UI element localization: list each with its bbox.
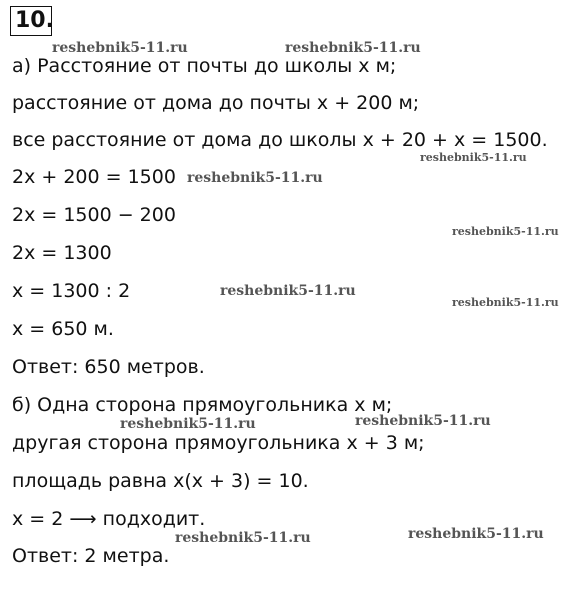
solution-line-5: 2x = 1500 − 200: [12, 204, 176, 226]
solution-line-7: x = 1300 : 2: [12, 280, 131, 302]
solution-line-11: площадь равна x(x + 3) = 10.: [12, 470, 309, 492]
solution-line-3: все расстояние от дома до школы x + 20 + x = 1500.: [12, 129, 548, 151]
watermark: reshebnik5-11.ru: [452, 225, 559, 238]
watermark: reshebnik5-11.ru: [52, 40, 188, 56]
solution-line-4: 2x + 200 = 1500: [12, 166, 176, 188]
solution-line-10: другая сторона прямоугольника x + 3 м;: [12, 432, 425, 454]
solution-line-1: а) Расстояние от почты до школы x м;: [12, 55, 397, 77]
answer-line-a: Ответ: 650 метров.: [12, 356, 205, 378]
watermark: reshebnik5-11.ru: [420, 151, 527, 164]
watermark: reshebnik5-11.ru: [408, 526, 544, 542]
problem-number: 10.: [15, 8, 54, 33]
solution-line-9: б) Одна сторона прямоугольника x м;: [12, 394, 393, 416]
watermark: reshebnik5-11.ru: [175, 530, 311, 546]
watermark: reshebnik5-11.ru: [355, 413, 491, 429]
solution-line-6: 2x = 1300: [12, 242, 112, 264]
watermark: reshebnik5-11.ru: [120, 416, 256, 432]
solution-line-8: x = 650 м.: [12, 318, 114, 340]
watermark: reshebnik5-11.ru: [285, 40, 421, 56]
watermark: reshebnik5-11.ru: [187, 170, 323, 186]
answer-line-b: Ответ: 2 метра.: [12, 545, 170, 567]
watermark: reshebnik5-11.ru: [452, 296, 559, 309]
watermark: reshebnik5-11.ru: [220, 283, 356, 299]
solution-line-12: x = 2 ⟶ подходит.: [12, 508, 206, 530]
solution-line-2: расстояние от дома до почты x + 200 м;: [12, 92, 420, 114]
